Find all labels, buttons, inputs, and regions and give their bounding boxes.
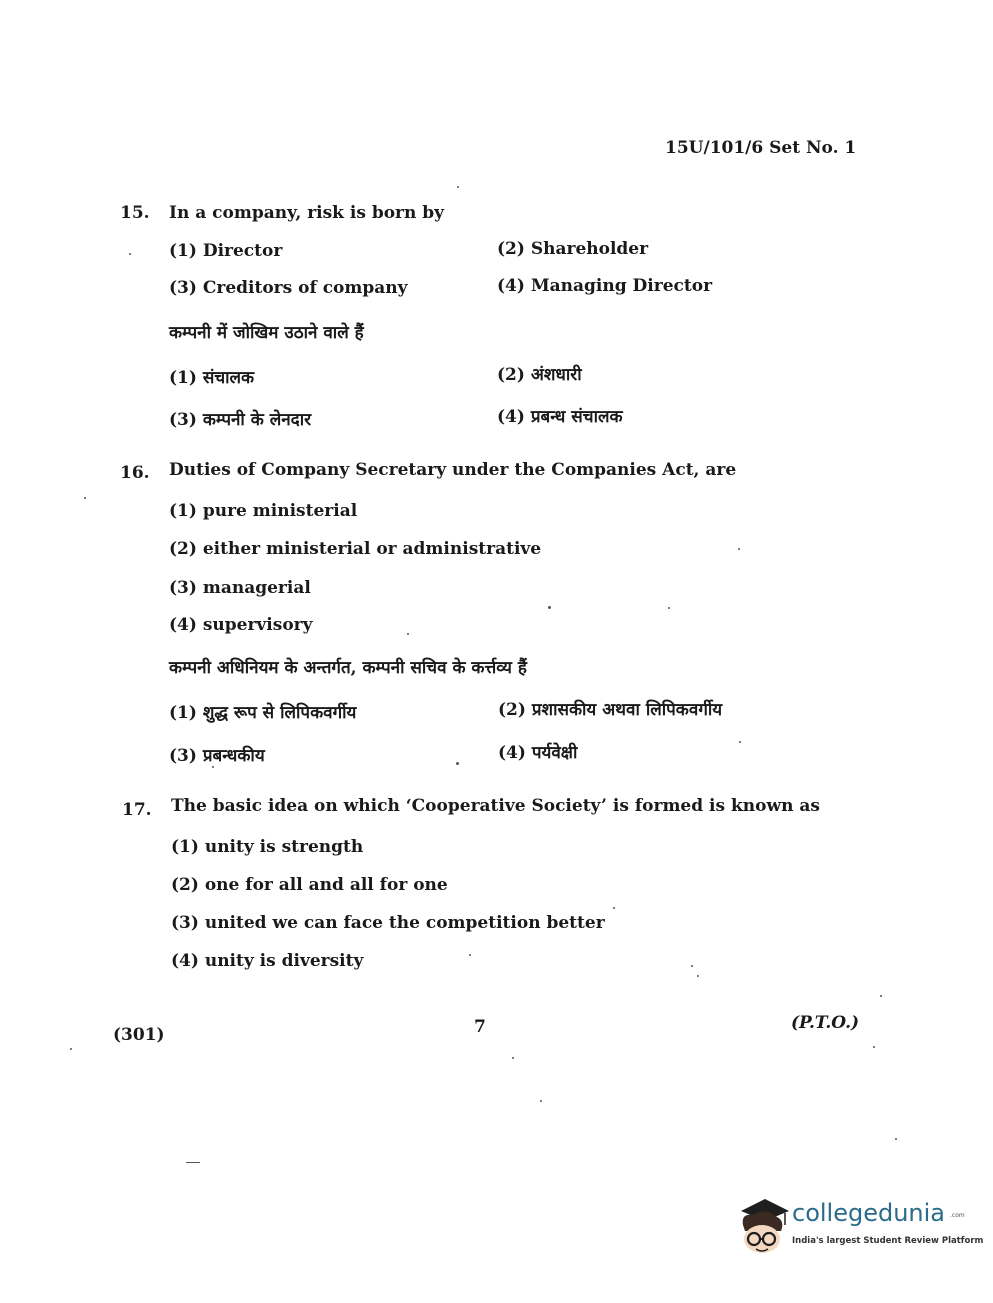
option-2: (2) Shareholder (497, 239, 649, 259)
set-code: 15U/101/6 Set No. 1 (665, 138, 857, 158)
paper-code: (301) (113, 1025, 165, 1045)
question-number: 17. (122, 800, 152, 820)
option-1: (1) Director (169, 241, 283, 261)
page-number: 7 (474, 1017, 486, 1037)
option-4: (4) Managing Director (497, 276, 713, 296)
hindi-option-4: (4) प्रबन्ध संचालक (497, 407, 623, 427)
question-text: The basic idea on which ‘Cooperative Society’ is formed is known as (171, 796, 820, 816)
hindi-question-text: कम्पनी में जोखिम उठाने वाले हैं (169, 323, 364, 343)
question-text: Duties of Company Secretary under the Companies Act, are (169, 460, 737, 480)
hindi-option-2: (2) प्रशासकीय अथवा लिपिकवर्गीय (498, 700, 723, 720)
hindi-option-4: (4) पर्यवेक्षी (498, 743, 578, 763)
hindi-option-3: (3) कम्पनी के लेनदार (169, 410, 312, 430)
mascot-icon (735, 1195, 791, 1257)
question-number: 16. (120, 463, 150, 483)
hindi-option-1: (1) संचालक (169, 368, 255, 388)
collegedunia-watermark (735, 1195, 984, 1260)
option-3: (3) Creditors of company (169, 278, 408, 298)
hindi-option-3: (3) प्रबन्धकीय (169, 746, 265, 766)
option-2: (2) one for all and all for one (171, 875, 448, 895)
option-4: (4) unity is diversity (171, 951, 364, 971)
option-3: (3) united we can face the competition better (171, 913, 605, 933)
option-1: (1) pure ministerial (169, 501, 358, 521)
hindi-option-2: (2) अंशधारी (497, 365, 582, 385)
option-3: (3) managerial (169, 578, 311, 598)
brand-tagline: India's largest Student Review Platform (792, 1236, 984, 1246)
question-number: 15. (120, 203, 150, 223)
question-text: In a company, risk is born by (169, 203, 445, 223)
hindi-option-1: (1) शुद्ध रूप से लिपिकवर्गीय (169, 703, 357, 723)
pto-label: (P.T.O.) (791, 1013, 860, 1033)
brand-domain: .com (950, 1212, 965, 1219)
option-2: (2) either ministerial or administrative (169, 539, 542, 559)
brand-name: collegedunia (792, 1199, 946, 1227)
option-1: (1) unity is strength (171, 837, 364, 857)
option-4: (4) supervisory (169, 615, 313, 635)
hindi-question-text: कम्पनी अधिनियम के अन्तर्गत, कम्पनी सचिव के कर्त्तव्य हैं (169, 658, 527, 678)
